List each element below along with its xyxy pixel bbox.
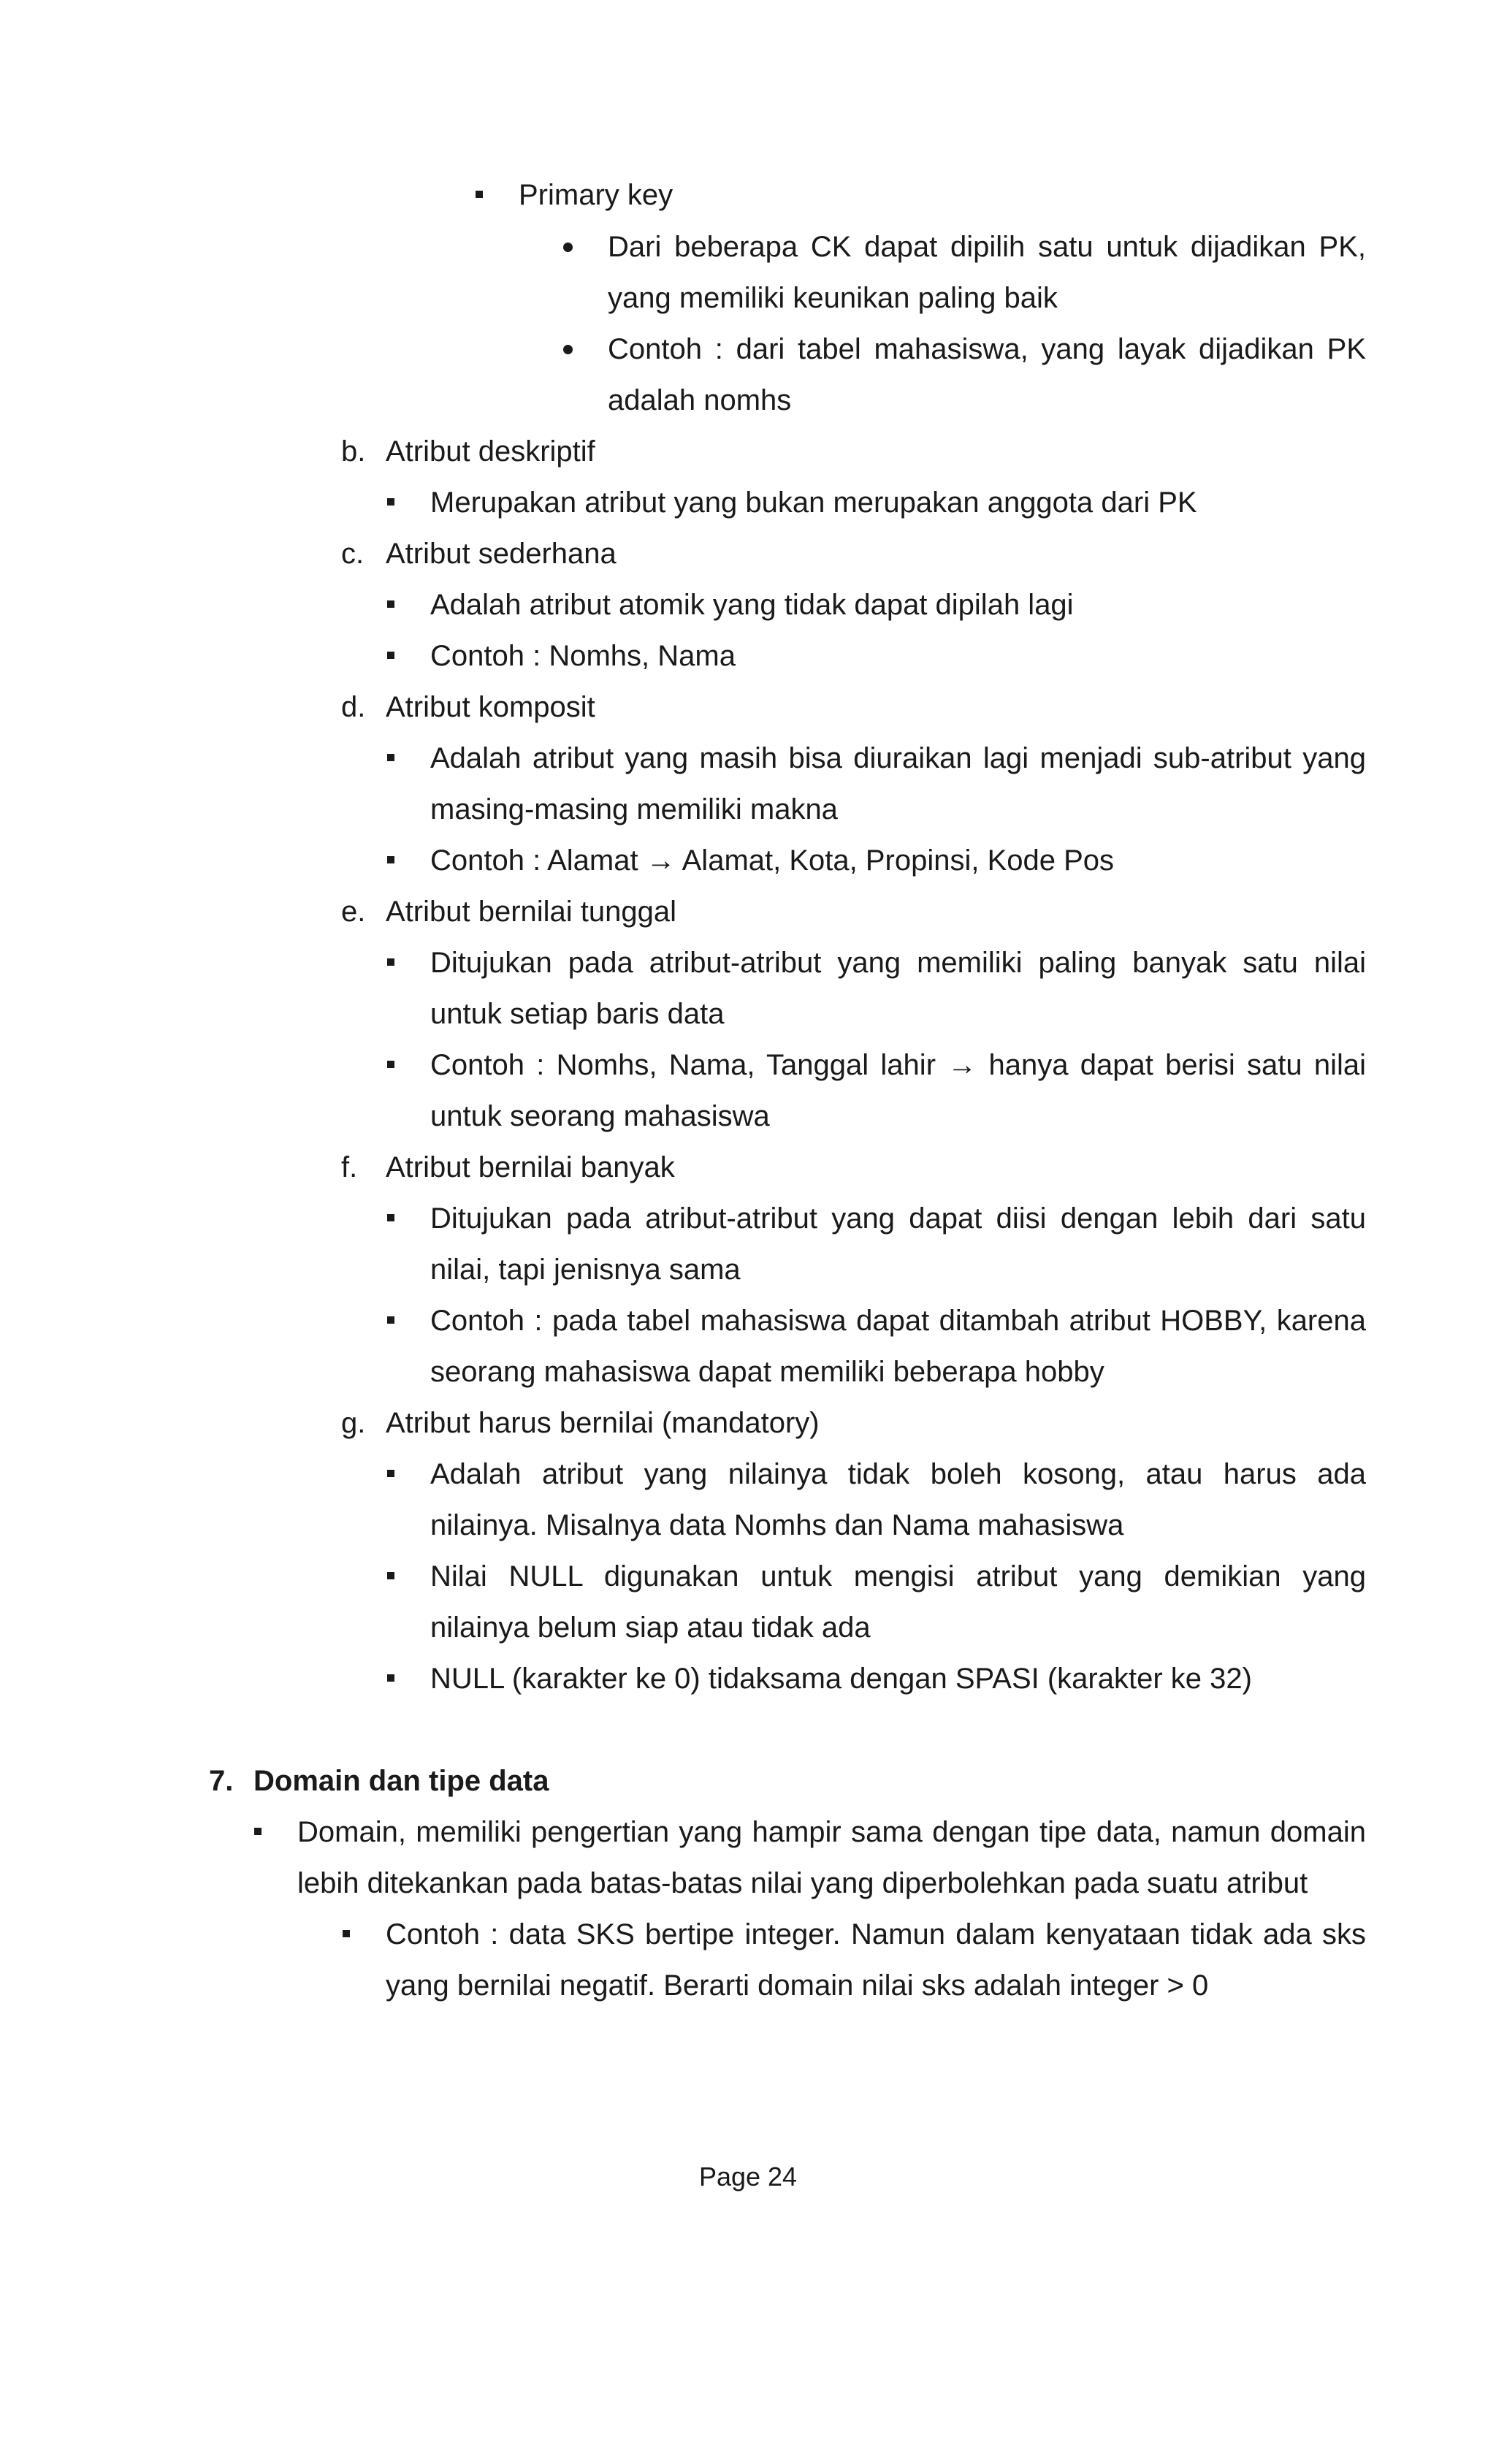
list-marker-f: f. (341, 1151, 358, 1183)
item-d-bullet-2: Contoh : Alamat → Alamat, Kota, Propinsi, Kode Pos (430, 844, 1115, 877)
square-bullet-icon (387, 600, 394, 608)
item-c-title: Atribut sederhana (386, 538, 617, 570)
square-bullet-icon (387, 498, 394, 506)
round-bullet-icon (563, 243, 573, 252)
square-bullet-icon (387, 1061, 394, 1068)
square-bullet-icon (387, 1214, 394, 1221)
page-number: Page 24 (698, 2162, 798, 2192)
square-bullet-icon (343, 1930, 350, 1937)
item-b-title: Atribut deskriptif (386, 435, 595, 468)
square-bullet-icon (387, 856, 394, 863)
item-d-bullet-1-line-1: Adalah atribut yang masih bisa diuraikan lagi menjadi sub-atribut yang (430, 742, 1366, 774)
square-bullet-icon (387, 958, 394, 966)
section-7-bullet-1-line-2: lebih ditekankan pada batas-batas nilai yang diperbolehkan pada suatu atribut (297, 1867, 1308, 1899)
item-e-bullet-2-line-2: untuk seorang mahasiswa (430, 1100, 770, 1132)
list-marker-b: b. (341, 435, 366, 468)
list-marker-g: g. (341, 1407, 366, 1439)
square-bullet-icon (387, 1316, 394, 1324)
section-7-sub-bullet-line-2: yang bernilai negatif. Berarti domain nilai sks adalah integer > 0 (386, 1969, 1209, 2002)
item-e-title: Atribut bernilai tunggal (386, 896, 677, 928)
item-g-bullet-1-line-2: nilainya. Misalnya data Nomhs dan Nama mahasiswa (430, 1509, 1124, 1541)
square-bullet-icon (387, 652, 394, 659)
item-d-bullet-1-line-2: masing-masing memiliki makna (430, 793, 838, 825)
item-g-title: Atribut harus bernilai (mandatory) (386, 1407, 820, 1439)
square-bullet-icon (476, 191, 483, 198)
item-f-bullet-1-line-1: Ditujukan pada atribut-atribut yang dapat diisi dengan lebih dari satu (430, 1202, 1366, 1235)
item-g-bullet-1-line-1: Adalah atribut yang nilainya tidak boleh kosong, atau harus ada (430, 1458, 1366, 1490)
section-7-heading: Domain dan tipe data (253, 1765, 549, 1797)
primary-key-heading: Primary key (519, 179, 673, 211)
item-f-bullet-2-line-2: seorang mahasiswa dapat memiliki beberapa hobby (430, 1356, 1104, 1388)
item-e-bullet-1-line-2: untuk setiap baris data (430, 998, 725, 1030)
section-7-sub-bullet-line-1: Contoh : data SKS bertipe integer. Namun dalam kenyataan tidak ada sks (386, 1918, 1366, 1950)
item-f-bullet-2-line-1: Contoh : pada tabel mahasiswa dapat ditambah atribut HOBBY, karena (430, 1305, 1366, 1337)
section-7-bullet-1-line-1: Domain, memiliki pengertian yang hampir sama dengan tipe data, namun domain (297, 1816, 1366, 1848)
item-f-title: Atribut bernilai banyak (386, 1151, 675, 1183)
pk-bullet-2-line-2: adalah nomhs (608, 384, 792, 416)
item-e-bullet-1-line-1: Ditujukan pada atribut-atribut yang memiliki paling banyak satu nilai (430, 947, 1366, 979)
item-d-title: Atribut komposit (386, 691, 595, 723)
pk-bullet-2-line-1: Contoh : dari tabel mahasiswa, yang layak dijadikan PK (608, 333, 1366, 365)
square-bullet-icon (387, 1572, 394, 1579)
item-g-bullet-3: NULL (karakter ke 0) tidaksama dengan SPASI (karakter ke 32) (430, 1663, 1252, 1695)
round-bullet-icon (563, 345, 573, 354)
list-marker-e: e. (341, 896, 366, 928)
section-7-number: 7. (209, 1765, 234, 1797)
pk-bullet-1-line-2: yang memiliki keunikan paling baik (608, 282, 1058, 314)
item-g-bullet-2-line-2: nilainya belum siap atau tidak ada (430, 1611, 871, 1644)
square-bullet-icon (387, 1470, 394, 1477)
item-g-bullet-2-line-1: Nilai NULL digunakan untuk mengisi atribut yang demikian yang (430, 1560, 1366, 1593)
square-bullet-icon (387, 1674, 394, 1682)
square-bullet-icon (254, 1828, 262, 1835)
item-e-bullet-2-line-1: Contoh : Nomhs, Nama, Tanggal lahir → hanya dapat berisi satu nilai (430, 1049, 1366, 1081)
item-f-bullet-1-line-2: nilai, tapi jenisnya sama (430, 1254, 741, 1286)
pk-bullet-1-line-1: Dari beberapa CK dapat dipilih satu untuk dijadikan PK, (608, 231, 1366, 263)
list-marker-d: d. (341, 691, 366, 723)
item-c-bullet-2: Contoh : Nomhs, Nama (430, 640, 736, 672)
list-marker-c: c. (341, 538, 365, 570)
square-bullet-icon (387, 754, 394, 761)
item-b-bullet-1: Merupakan atribut yang bukan merupakan anggota dari PK (430, 487, 1197, 519)
item-c-bullet-1: Adalah atribut atomik yang tidak dapat dipilah lagi (430, 589, 1074, 621)
